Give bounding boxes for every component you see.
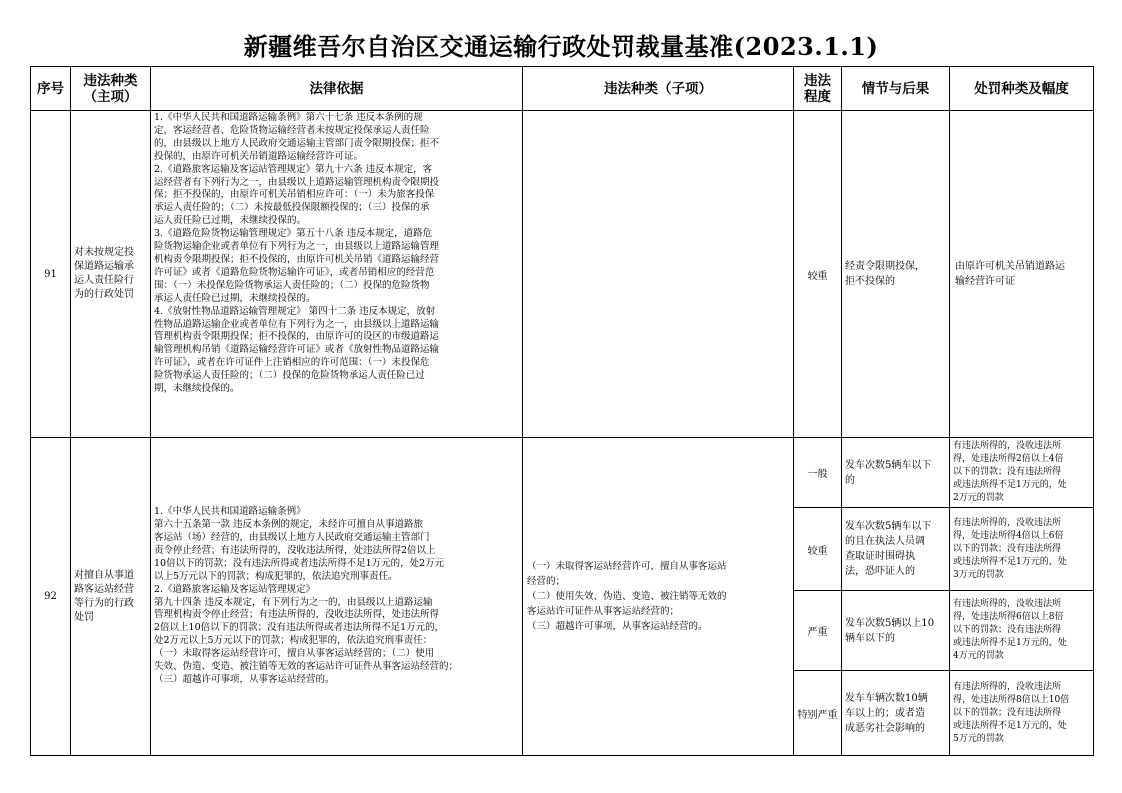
row-circumstances: 发车车辆次数10辆 车以上的；或者造 成恶劣社会影响的	[842, 671, 950, 756]
row-sub-type: （一）未取得客运站经营许可，擅自从事客运站 经营的； （二）使用失效、伪造、变造、被注销等无效的 客运站许可证件从事客运站经营的； （三）超越许可事项，从事客运站经营的。	[523, 438, 794, 756]
header-penalty: 处罚种类及幅度	[950, 67, 1094, 111]
header-sub-type: 违法种类（子项）	[523, 67, 794, 111]
row-legal-basis: 1.《中华人民共和国道路运输条例》 第六十五条第一款 违反本条例的规定，未经许可擅自从事道路旅 客运站（场）经营的，由县级以上地方人民政府交通运输主管部门 责令停止经营；有违法所得的，没收违法所得，处违法所得2倍以上 10倍以下的罚款；没有违法所得或者违法所得不足1万元的，处2万元 以上5万元以下的罚款；构成犯罪的，依法追究刑事责任。 2.《道路旅客运输及客运站管理规定》 第九十四条 违反本规定，有下列行为之一的，由县级以上道路运输 管理机构责令停止经营；有违法所得的，没收违法所得，处违法所得 2倍以上10倍以下的罚款；没有违法所得或者违法所得不足1万元的， 处2万元以上5万元以下的罚款；构成犯罪的，依法追究刑事责任： （一）未取得客运站经营许可，擅自从事客运站经营的；（二）使用 失效、伪造、变造、被注销等无效的客运站许可证件从事客运站经营的； （三）超越许可事项，从事客运站经营的。	[151, 438, 523, 756]
row-penalty: 有违法所得的，没收违法所 得，处违法所得4倍以上6倍 以下的罚款；没有违法所得 或违法所得不足1万元的，处 3万元的罚款	[950, 508, 1094, 591]
page-title: 新疆维吾尔自治区交通运输行政处罚裁量基准(2023.1.1)	[243, 32, 879, 61]
header-legal-basis: 法律依据	[151, 67, 523, 111]
row-degree: 严重	[794, 591, 842, 671]
row-seq: 92	[31, 438, 71, 756]
row-circumstances: 经责令限期投保， 拒不投保的	[842, 111, 950, 438]
header-circumstances: 情节与后果	[842, 67, 950, 111]
row-degree: 一般	[794, 438, 842, 508]
row-penalty: 有违法所得的，没收违法所 得，处违法所得2倍以上4倍 以下的罚款；没有违法所得 或违法所得不足1万元的，处 2万元的罚款	[950, 438, 1094, 508]
header-seq: 序号	[31, 67, 71, 111]
table-row	[31, 111, 1094, 438]
row-sub-type	[523, 111, 794, 438]
row-circumstances: 发车次数5辆车以下 的且在执法人员调 查取证时围碍执 法，恐吓证人的	[842, 508, 950, 591]
row-circumstances: 发车次数5辆车以下 的	[842, 438, 950, 508]
header-degree: 违法 程度	[794, 67, 842, 111]
row-penalty: 有违法所得的，没收违法所 得，处违法所得6倍以上8倍 以下的罚款；没有违法所得 或违法所得不足1万元的，处 4万元的罚款	[950, 591, 1094, 671]
row-seq: 91	[31, 111, 71, 438]
row-penalty: 有违法所得的，没收违法所 得，处违法所得8倍以上10倍 以下的罚款；没有违法所得 或违法所得不足1万元的，处 5万元的罚款	[950, 671, 1094, 756]
row-legal-basis: 1.《中华人民共和国道路运输条例》第六十七条 违反本条例的规 定，客运经营者、危险货物运输经营者未按规定投保承运人责任险 的，由县级以上地方人民政府交通运输主管部门责令限期投保；拒不 投保的，由原许可机关吊销道路运输经营许可证。 2.《道路旅客运输及客运站管理规定》第九十六条 违反本规定，客 运经营者有下列行为之一，由县级以上道路运输管理机构责令限期投 保；拒不投保的，由原许可机关吊销相应许可：（一）未为旅客投保 承运人责任险的；（二）未按最低投保限额投保的；（三）投保的承 运人责任险已过期，未继续投保的。 3.《道路危险货物运输管理规定》第五十八条 违反本规定，道路危 险货物运输企业或者单位有下列行为之一，由县级以上道路运输管理 机构责令限期投保；拒不投保的，由原许可机关吊销《道路运输经营 许可证》或者《道路危险货物运输许可证》，或者吊销相应的经营范 围：（一）未投保危险货物承运人责任险的；（二）投保的危险货物 承运人责任险已过期，未继续投保的。 4.《放射性物品道路运输管理规定》 第四十二条 违反本规定，放射 性物品道路运输企业或者单位有下列行为之一，由县级以上道路运输 管理机构责令限期投保；拒不投保的，由原许可的设区的市级道路运 输管理机构吊销《道路运输经营许可证》或者《放射性物品道路运输 许可证》，或者在许可证件上注销相应的许可范围：（一）未投保危 险货物承运人责任险的；（二）投保的危险货物承运人责任险已过 期，未继续投保的。	[151, 111, 523, 438]
row-main-type: 对擅自从事道 路客运站经营 等行为的行政 处罚	[71, 438, 151, 756]
header-row	[31, 67, 1094, 111]
table-row	[31, 438, 1094, 508]
header-main-type: 违法种类 （主项）	[71, 67, 151, 111]
row-degree: 较重	[794, 508, 842, 591]
penalty-standards-table	[30, 66, 1094, 756]
row-degree: 特别严重	[794, 671, 842, 756]
row-main-type: 对未按规定投 保道路运输承 运人责任险行 为的行政处罚	[71, 111, 151, 438]
row-degree: 较重	[794, 111, 842, 438]
row-penalty: 由原许可机关吊销道路运 输经营许可证	[950, 111, 1094, 438]
row-circumstances: 发车次数5辆以上10 辆车以下的	[842, 591, 950, 671]
